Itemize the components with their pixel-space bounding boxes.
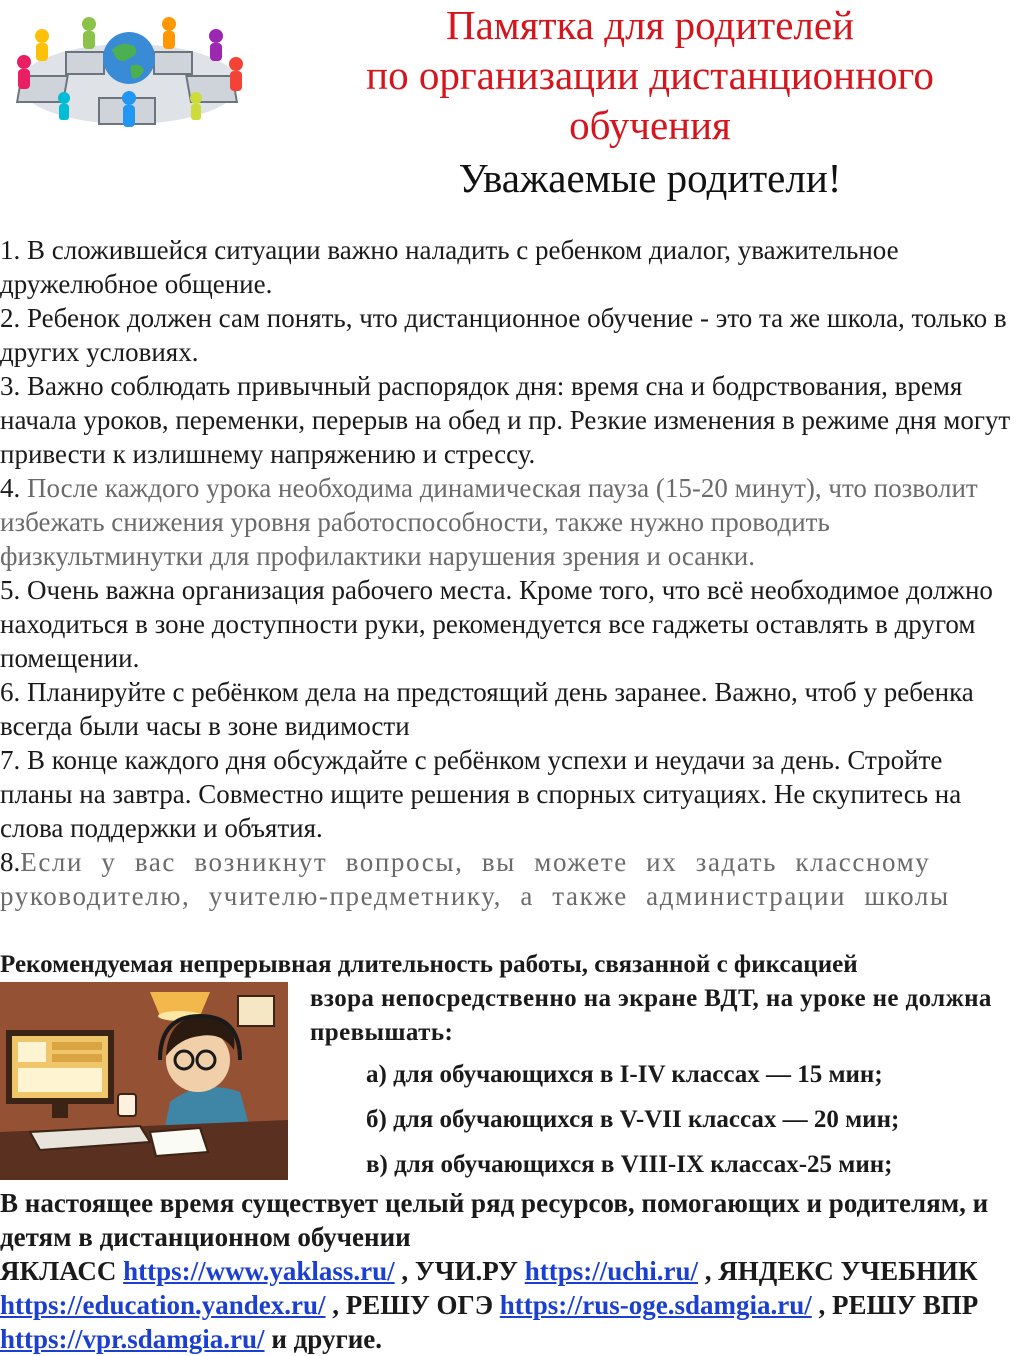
tip-2 — [0, 301, 1020, 369]
resource-name-vpr: , РЕШУ ВПР — [811, 1290, 979, 1320]
resources-paragraph — [0, 1186, 1020, 1356]
tip-text: Если у вас возникнут вопросы, вы можете их задать классному руководителю, учителю-предметнику, а также администрации школы — [0, 847, 950, 911]
greeting: Уважаемые родители! — [458, 155, 842, 201]
mug-icon — [118, 1094, 136, 1116]
tip-number: 7. — [0, 745, 21, 775]
title-block — [300, 0, 1000, 205]
wall-picture-icon — [238, 996, 274, 1026]
resource-name-uchi: , УЧИ.РУ — [394, 1256, 525, 1286]
tip-8 — [0, 845, 1020, 913]
tip-6 — [0, 675, 1020, 743]
resources-intro: В настоящее время существует целый ряд ресурсов, помогающих и родителям, и детям в дистанционном обучении — [0, 1188, 989, 1252]
link-vpr[interactable]: https://vpr.sdamgia.ru/ — [0, 1324, 265, 1354]
tip-3 — [0, 369, 1020, 471]
page-title-line-1: Памятка для родителей — [445, 2, 855, 48]
link-rus-oge[interactable]: https://rus-oge.sdamgia.ru/ — [499, 1290, 812, 1320]
link-uchi[interactable]: https://uchi.ru/ — [524, 1256, 698, 1286]
recommendation-continuation: взора непосредственно на экране ВДТ, на уроке не должна превышать: — [310, 985, 992, 1046]
limit-grade-8-9: в) для обучающихся в VIII-IX классах-25 мин; — [366, 1151, 893, 1178]
tip-text: Очень важна организация рабочего места. Кроме того, что всё необходимое должно находиться в зоне доступности руки, рекомендуется все гаджеты оставлять в другом помещении. — [0, 575, 993, 673]
tip-text: В сложившейся ситуации важно наладить с ребенком диалог, уважительное дружелюбное общение. — [0, 235, 899, 299]
tip-7 — [0, 743, 1020, 845]
tip-1 — [0, 233, 1020, 301]
resources-outro: и другие. — [264, 1324, 382, 1354]
tip-number: 6. — [0, 677, 21, 707]
tip-number: 2. — [0, 303, 21, 333]
tip-text: Важно соблюдать привычный распорядок дня: время сна и бодрствования, время начала уроков, переменки, перерыв на обед и пр. Резкие изменения в режиме дня могут привести к излишнему напряжению и стрессу. — [0, 371, 1011, 469]
resource-name-yaklass: ЯКЛАСС — [0, 1256, 124, 1286]
tips-list — [0, 233, 1020, 913]
student-at-computer-illustration — [0, 982, 288, 1180]
tip-text: В конце каждого дня обсуждайте с ребёнком успехи и неудачи за день. Стройте планы на завтра. Совместно ищите решения в спорных ситуациях. Не скупитесь на слова поддержки и объятия. — [0, 745, 962, 843]
recommendation-heading: Рекомендуемая непрерывная длительность работы, связанной с фиксацией — [0, 951, 858, 978]
network-globe-logo — [4, 6, 254, 136]
tip-number: 4. — [0, 473, 21, 503]
link-yandex-education[interactable]: https://education.yandex.ru/ — [0, 1290, 326, 1320]
page-title-line-2: по организации дистанционного — [366, 52, 934, 98]
globe-icon — [103, 32, 155, 84]
tip-4 — [0, 471, 1020, 573]
limit-grade-5-7: б) для обучающихся в V-VII классах — 20 мин; — [366, 1106, 900, 1133]
resource-name-yandex: , ЯНДЕКС УЧЕБНИК — [698, 1256, 978, 1286]
tip-number: 8. — [0, 847, 21, 877]
tip-5 — [0, 573, 1020, 675]
limit-grade-1-4: а) для обучающихся в I-IV классах — 15 мин; — [366, 1061, 883, 1088]
tip-number: 5. — [0, 575, 21, 605]
tip-number: 1. — [0, 235, 21, 265]
tip-text: Планируйте с ребёнком дела на предстоящий день заранее. Важно, чтоб у ребенка всегда были часы в зоне видимости — [0, 677, 974, 741]
link-yaklass[interactable]: https://www.yaklass.ru/ — [123, 1256, 395, 1286]
resource-name-oge: , РЕШУ ОГЭ — [325, 1290, 500, 1320]
tip-number: 3. — [0, 371, 21, 401]
tip-text: После каждого урока необходима динамическая пауза (15-20 минут), что позволит избежать снижения уровня работоспособности, также нужно проводить физкультминутки для профилактики нарушения зрения и осанки. — [0, 473, 978, 571]
page-title-line-3: обучения — [569, 102, 731, 148]
tip-text: Ребенок должен сам понять, что дистанционное обучение - это та же школа, только в других условиях. — [0, 303, 1007, 367]
